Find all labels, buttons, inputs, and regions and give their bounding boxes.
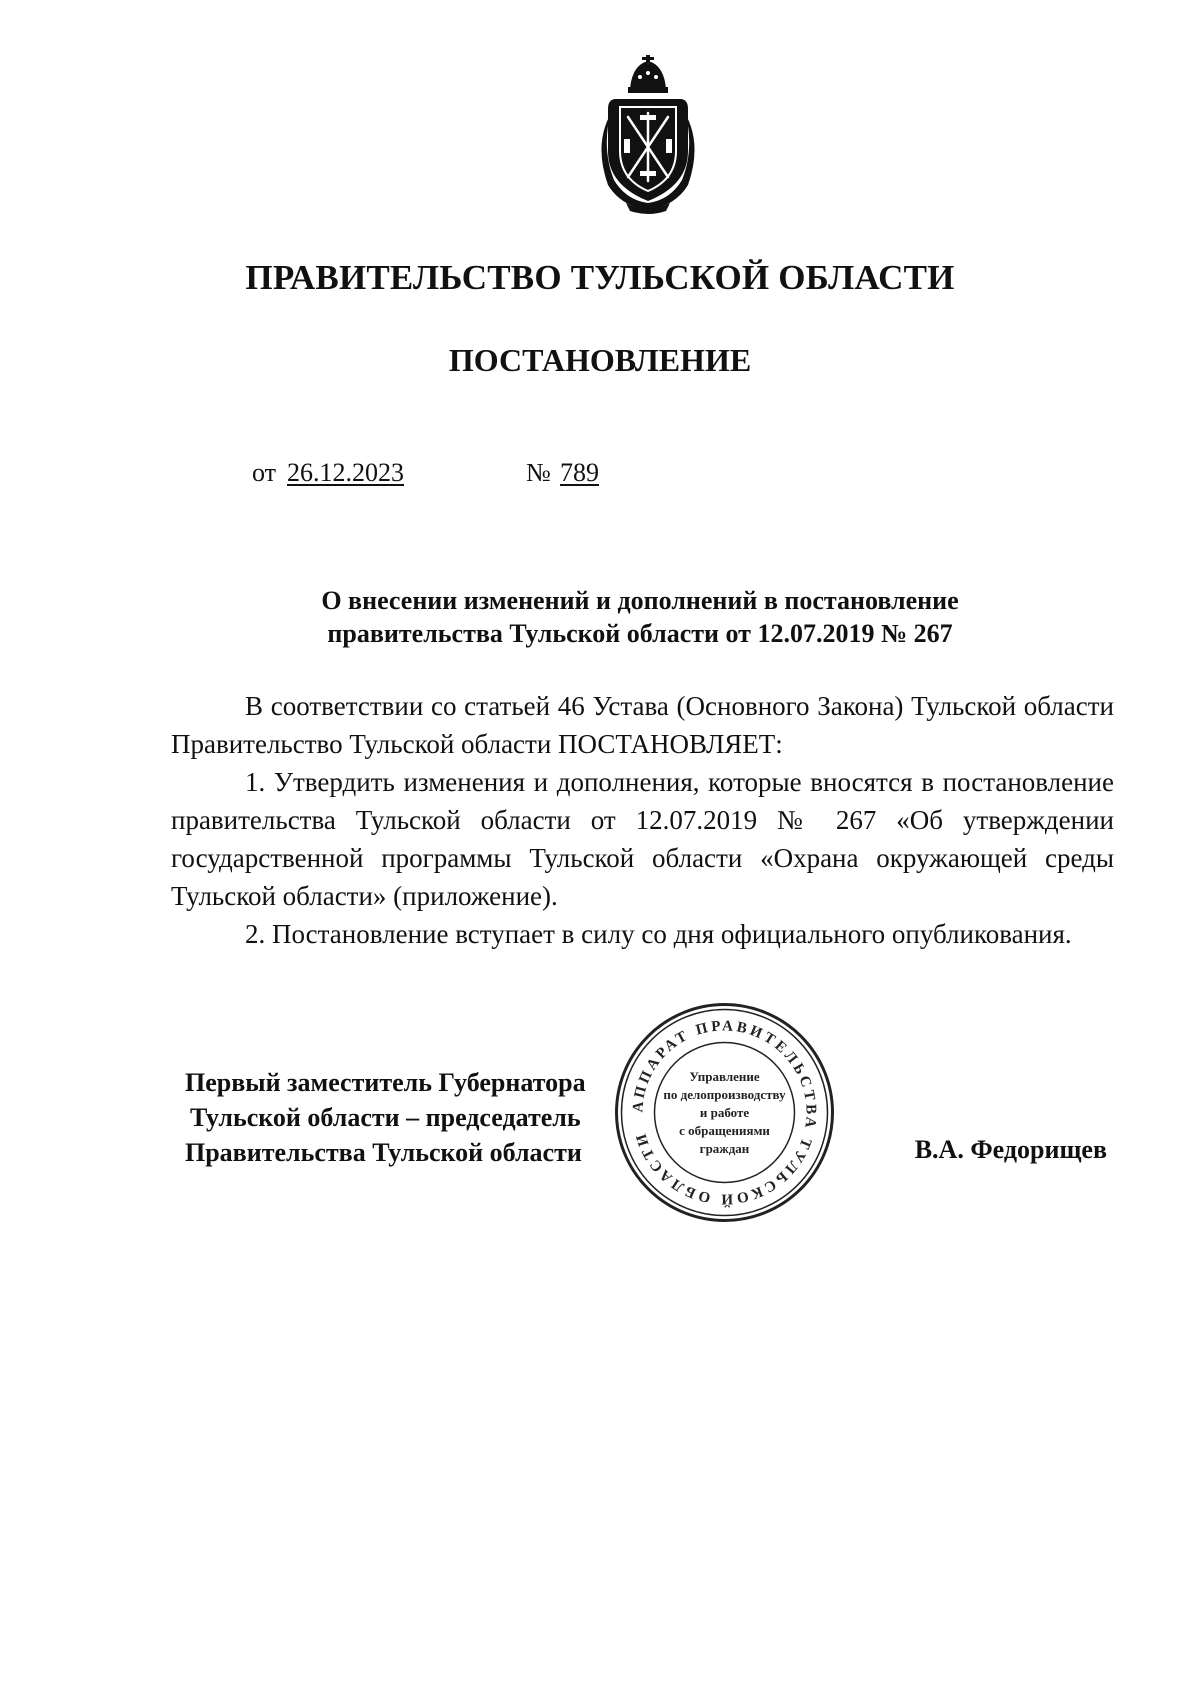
body-paragraph-1: В соответствии со статьей 46 Устава (Основного Закона) Тульской области Правительство Тульской области ПОСТАНОВЛЯЕТ: bbox=[171, 691, 1114, 759]
body-paragraph-3: 2. Постановление вступает в силу со дня официального опубликования. bbox=[245, 919, 1072, 949]
number-prefix: № bbox=[526, 458, 551, 487]
stamp-line-5: граждан bbox=[699, 1141, 750, 1156]
signatory-position bbox=[185, 1065, 586, 1170]
coat-of-arms-icon bbox=[590, 55, 706, 215]
date-prefix: от bbox=[252, 458, 277, 487]
document-number: 789 bbox=[560, 458, 599, 487]
position-line-2: Тульской области – председатель bbox=[190, 1103, 581, 1132]
body-paragraph-2: 1. Утвердить изменения и дополнения, которые вносятся в постановление правительства Тульской области от 12.07.2019 № 267 «Об утверждении государственной программы Тульской области «Охрана окружающей среды Тульской области» (приложение). bbox=[171, 767, 1114, 911]
stamp-line-1: Управление bbox=[689, 1069, 760, 1084]
position-line-3: Правительства Тульской области bbox=[185, 1138, 582, 1167]
organization-title: ПРАВИТЕЛЬСТВО ТУЛЬСКОЙ ОБЛАСТИ bbox=[245, 258, 955, 297]
document-date: 26.12.2023 bbox=[287, 458, 404, 487]
signatory-name: В.А. Федорищев bbox=[914, 1135, 1107, 1164]
stamp-line-4: с обращениями bbox=[679, 1123, 770, 1138]
subject-line-2: правительства Тульской области от 12.07.2019 № 267 bbox=[327, 619, 953, 648]
document-body bbox=[171, 687, 1114, 953]
stamp-line-2: по делопроизводству bbox=[663, 1087, 786, 1102]
document-type-title: ПОСТАНОВЛЕНИЕ bbox=[448, 342, 752, 378]
stamp-ring-text: АППАРАТ ПРАВИТЕЛЬСТВА ТУЛЬСКОЙ ОБЛАСТИ bbox=[630, 1018, 819, 1207]
stamp-line-3: и работе bbox=[699, 1105, 750, 1120]
position-line-1: Первый заместитель Губернатора bbox=[185, 1068, 586, 1097]
official-stamp bbox=[612, 1000, 837, 1225]
document-subject bbox=[230, 584, 1050, 650]
subject-line-1: О внесении изменений и дополнений в постановление bbox=[321, 586, 959, 615]
